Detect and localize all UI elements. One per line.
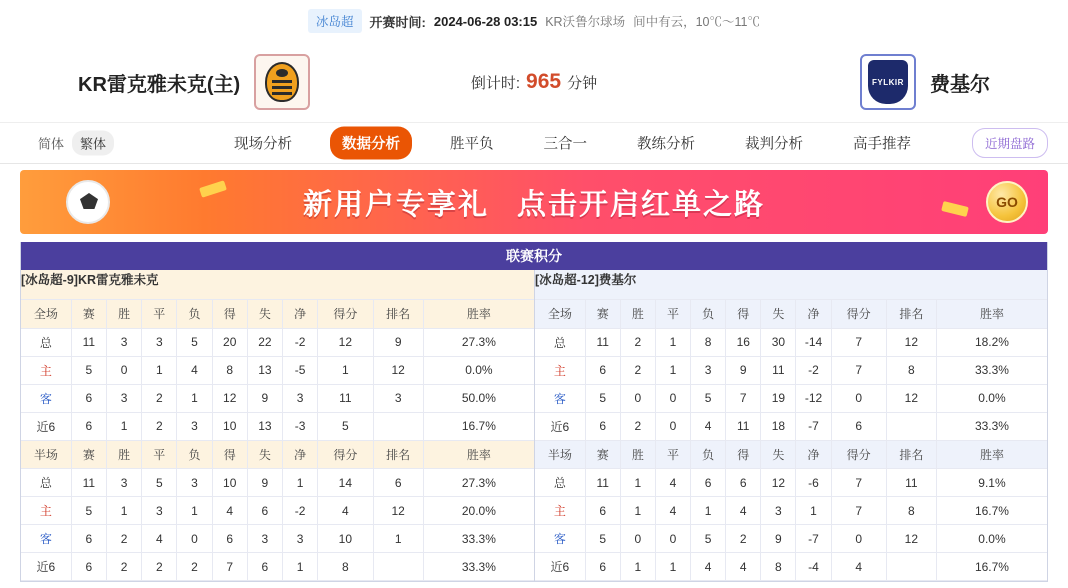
col-goals-for: 得: [212, 300, 247, 328]
promo-text-1: 新用户专享礼: [302, 188, 489, 221]
cell: 8: [691, 328, 726, 356]
col-scope: 半场: [535, 441, 585, 469]
cell: 1: [373, 525, 423, 553]
cell: 2: [142, 412, 177, 440]
col-goals-against: 失: [761, 441, 796, 469]
table-header-row: [21, 300, 534, 328]
col-scope: 全场: [535, 300, 585, 328]
soccer-ball-icon: [66, 180, 110, 224]
col-win: 胜: [620, 300, 655, 328]
cell: 14: [318, 469, 373, 497]
kickoff-label: 开赛时间:: [369, 14, 426, 30]
cell: 3: [106, 469, 141, 497]
table-row: [535, 469, 1047, 497]
cell: [886, 553, 936, 581]
col-winrate: 胜率: [936, 441, 1047, 469]
table-row: [21, 525, 534, 553]
cell: 1: [655, 553, 690, 581]
row-label: 总: [535, 328, 585, 356]
cell: 9: [761, 525, 796, 553]
cell: 0: [655, 525, 690, 553]
cell: 0: [620, 384, 655, 412]
cell: 6: [831, 412, 886, 440]
col-points: 得分: [318, 441, 373, 469]
row-label: 近6: [535, 553, 585, 581]
cell: 6: [247, 497, 282, 525]
cell: 6: [212, 525, 247, 553]
cell: 4: [177, 356, 212, 384]
cell: -6: [796, 469, 831, 497]
cell: 27.3%: [423, 328, 534, 356]
cell: 13: [247, 356, 282, 384]
away-team-name: 费基尔: [930, 73, 990, 96]
cell: 5: [691, 384, 726, 412]
cell: 6: [585, 553, 620, 581]
ribbon-left-decor-icon: [199, 180, 227, 198]
away-team-block[interactable]: [860, 42, 990, 122]
cell: 11: [585, 328, 620, 356]
col-goals-against: 失: [761, 300, 796, 328]
cell: 10: [318, 525, 373, 553]
table-header-row: [21, 441, 534, 469]
row-label: 近6: [21, 553, 71, 581]
countdown-label: 倒计时:: [470, 74, 521, 92]
cell: 6: [71, 525, 106, 553]
table-row: [535, 525, 1047, 553]
col-goal-diff: 净: [796, 300, 831, 328]
cell: -4: [796, 553, 831, 581]
cell: 11: [71, 328, 106, 356]
ribbon-right-decor-icon: [941, 201, 969, 217]
cell: 6: [691, 469, 726, 497]
cell: 27.3%: [423, 469, 534, 497]
cell: 12: [373, 497, 423, 525]
tab-win-draw-lose[interactable]: 胜平负: [450, 136, 494, 153]
cell: 33.3%: [936, 412, 1047, 440]
tab-referee-analysis[interactable]: 裁判分析: [745, 136, 803, 153]
table-row: [535, 412, 1047, 440]
cell: 6: [247, 553, 282, 581]
cell: 3: [373, 384, 423, 412]
cell: 1: [655, 356, 690, 384]
row-label: 近6: [535, 412, 585, 440]
col-lose: 负: [177, 300, 212, 328]
standings-title: 联赛积分: [21, 242, 1047, 270]
row-label: 主: [535, 356, 585, 384]
cell: 1: [796, 497, 831, 525]
table-row: [21, 328, 534, 356]
promo-banner-text: [303, 182, 765, 223]
col-points: 得分: [831, 300, 886, 328]
cell: 0: [106, 356, 141, 384]
cell: 6: [71, 412, 106, 440]
promo-banner[interactable]: [20, 170, 1048, 234]
lang-traditional[interactable]: 繁体: [72, 131, 114, 156]
col-goals-for: 得: [726, 300, 761, 328]
col-win: 胜: [106, 300, 141, 328]
cell: 3: [761, 497, 796, 525]
cell: 18: [761, 412, 796, 440]
cell: 3: [142, 328, 177, 356]
cell: 1: [620, 469, 655, 497]
countdown-unit: 分钟: [567, 74, 598, 92]
cell: -3: [283, 412, 318, 440]
cell: 16.7%: [936, 553, 1047, 581]
cell: 20.0%: [423, 497, 534, 525]
away-full-table: [535, 300, 1047, 441]
standings-split: [21, 270, 1047, 581]
countdown-value: 965: [526, 70, 562, 93]
cell: 0: [831, 525, 886, 553]
cell: 1: [691, 497, 726, 525]
cell: 1: [283, 553, 318, 581]
cell: 0: [177, 525, 212, 553]
cell: 5: [691, 525, 726, 553]
cell: 11: [71, 469, 106, 497]
cell: 18.2%: [936, 328, 1047, 356]
recent-odds-button[interactable]: 近期盘路: [972, 128, 1048, 158]
cell: 6: [373, 469, 423, 497]
cell: 12: [886, 384, 936, 412]
cell: 12: [886, 328, 936, 356]
cell: 20: [212, 328, 247, 356]
cell: 33.3%: [423, 553, 534, 581]
cell: 8: [886, 356, 936, 384]
cell: 0: [655, 412, 690, 440]
cell: 5: [71, 356, 106, 384]
tab-live-analysis[interactable]: 现场分析: [234, 136, 292, 153]
away-team-logo-icon: [860, 54, 916, 110]
cell: -12: [796, 384, 831, 412]
cell: 4: [142, 525, 177, 553]
cell: 6: [585, 356, 620, 384]
cell: 1: [318, 356, 373, 384]
language-switch[interactable]: [30, 131, 114, 156]
cell: 16.7%: [936, 497, 1047, 525]
col-lose: 负: [691, 441, 726, 469]
table-header-row: [535, 300, 1047, 328]
cell: 2: [106, 553, 141, 581]
cell: 8: [761, 553, 796, 581]
cell: 11: [585, 469, 620, 497]
row-label: 总: [21, 328, 71, 356]
col-goal-diff: 净: [796, 441, 831, 469]
cell: 6: [585, 497, 620, 525]
table-row: [21, 384, 534, 412]
cell: 1: [106, 497, 141, 525]
cell: 4: [212, 497, 247, 525]
teams-row: [0, 42, 1068, 122]
league-standings-block: [20, 242, 1048, 582]
col-rank: 排名: [886, 300, 936, 328]
cell: 4: [655, 497, 690, 525]
tab-coach-analysis[interactable]: 教练分析: [637, 136, 695, 153]
col-goals-against: 失: [247, 441, 282, 469]
cell: 3: [177, 469, 212, 497]
col-winrate: 胜率: [936, 300, 1047, 328]
venue-name: KR沃鲁尔球场: [545, 15, 626, 29]
cell: 7: [831, 328, 886, 356]
cell: 12: [761, 469, 796, 497]
cell: -5: [283, 356, 318, 384]
cell: -2: [283, 497, 318, 525]
cell: 10: [212, 469, 247, 497]
cell: 6: [71, 553, 106, 581]
row-label: 客: [21, 525, 71, 553]
row-label: 总: [535, 469, 585, 497]
row-label: 主: [535, 497, 585, 525]
cell: 10: [212, 412, 247, 440]
cell: 5: [142, 469, 177, 497]
lang-simplified[interactable]: 简体: [38, 136, 65, 152]
col-win: 胜: [106, 441, 141, 469]
cell: 3: [106, 384, 141, 412]
cell: 2: [620, 328, 655, 356]
cell: 2: [726, 525, 761, 553]
cell: 3: [142, 497, 177, 525]
cell: -2: [283, 328, 318, 356]
cell: 7: [726, 384, 761, 412]
col-lose: 负: [691, 300, 726, 328]
table-row: [21, 356, 534, 384]
away-standings-header: [冰岛超-12]费基尔: [535, 270, 1047, 300]
away-crest-shape: FYLKIR: [868, 60, 908, 104]
row-label: 近6: [21, 412, 71, 440]
cell: 3: [247, 525, 282, 553]
table-row: [21, 553, 534, 581]
row-label: 主: [21, 356, 71, 384]
cell: 0: [655, 384, 690, 412]
col-points: 得分: [831, 441, 886, 469]
cell: [373, 412, 423, 440]
cell: 50.0%: [423, 384, 534, 412]
cell: 6: [726, 469, 761, 497]
home-crest-shape: [265, 62, 299, 102]
cell: 1: [177, 497, 212, 525]
cell: 9: [726, 356, 761, 384]
cell: -2: [796, 356, 831, 384]
table-row: [21, 497, 534, 525]
cell: 2: [620, 356, 655, 384]
col-played: 赛: [585, 300, 620, 328]
cell: 7: [831, 469, 886, 497]
col-draw: 平: [142, 441, 177, 469]
cell: 9: [247, 469, 282, 497]
cell: 1: [177, 384, 212, 412]
col-rank: 排名: [373, 441, 423, 469]
cell: 6: [585, 412, 620, 440]
tab-expert-tips[interactable]: 高手推荐: [853, 136, 911, 153]
cell: 11: [726, 412, 761, 440]
col-draw: 平: [655, 300, 690, 328]
cell: 13: [247, 412, 282, 440]
col-draw: 平: [655, 441, 690, 469]
cell: 16.7%: [423, 412, 534, 440]
main-nav: [0, 122, 1068, 164]
col-goals-for: 得: [212, 441, 247, 469]
cell: 7: [212, 553, 247, 581]
cell: 5: [318, 412, 373, 440]
col-winrate: 胜率: [423, 300, 534, 328]
match-info-bar: [0, 0, 1068, 42]
cell: 5: [585, 384, 620, 412]
home-team-block[interactable]: [78, 42, 310, 122]
col-rank: 排名: [886, 441, 936, 469]
cell: 3: [106, 328, 141, 356]
cell: 33.3%: [936, 356, 1047, 384]
cell: 3: [283, 525, 318, 553]
cell: 3: [177, 412, 212, 440]
cell: 4: [691, 412, 726, 440]
cell: 3: [691, 356, 726, 384]
cell: 30: [761, 328, 796, 356]
col-goal-diff: 净: [283, 441, 318, 469]
table-row: [535, 497, 1047, 525]
cell: 0.0%: [936, 384, 1047, 412]
cell: 2: [106, 525, 141, 553]
weather-info: 间中有云，10℃～11℃: [633, 15, 760, 29]
cell: 2: [142, 384, 177, 412]
cell: 1: [283, 469, 318, 497]
col-goals-for: 得: [726, 441, 761, 469]
cell: 5: [71, 497, 106, 525]
promo-go-button[interactable]: GO: [986, 181, 1028, 223]
cell: 9: [247, 384, 282, 412]
table-row: [535, 553, 1047, 581]
kickoff-time: 2024-06-28 03:15: [433, 13, 538, 29]
cell: 8: [886, 497, 936, 525]
cell: 9.1%: [936, 469, 1047, 497]
table-row: [535, 356, 1047, 384]
cell: 8: [318, 553, 373, 581]
table-row: [535, 328, 1047, 356]
cell: 2: [177, 553, 212, 581]
col-winrate: 胜率: [423, 441, 534, 469]
cell: 2: [620, 412, 655, 440]
row-label: 客: [535, 525, 585, 553]
league-tag[interactable]: 冰岛超: [308, 9, 362, 33]
row-label: 总: [21, 469, 71, 497]
cell: 1: [655, 328, 690, 356]
home-team-logo-icon: [254, 54, 310, 110]
cell: 11: [886, 469, 936, 497]
cell: 1: [620, 497, 655, 525]
row-label: 客: [535, 384, 585, 412]
cell: 12: [318, 328, 373, 356]
cell: 4: [726, 553, 761, 581]
col-goal-diff: 净: [283, 300, 318, 328]
cell: 4: [655, 469, 690, 497]
cell: [886, 412, 936, 440]
cell: 11: [318, 384, 373, 412]
col-draw: 平: [142, 300, 177, 328]
cell: 11: [761, 356, 796, 384]
cell: 1: [142, 356, 177, 384]
table-row: [21, 469, 534, 497]
table-row: [21, 412, 534, 440]
cell: 7: [831, 497, 886, 525]
cell: 1: [620, 553, 655, 581]
cell: 22: [247, 328, 282, 356]
cell: 5: [585, 525, 620, 553]
cell: -7: [796, 525, 831, 553]
col-lose: 负: [177, 441, 212, 469]
cell: 7: [831, 356, 886, 384]
col-played: 赛: [71, 441, 106, 469]
cell: -14: [796, 328, 831, 356]
cell: 3: [283, 384, 318, 412]
col-goals-against: 失: [247, 300, 282, 328]
table-header-row: [535, 441, 1047, 469]
col-played: 赛: [585, 441, 620, 469]
home-standings-panel: [21, 270, 534, 581]
cell: 4: [318, 497, 373, 525]
table-row: [535, 384, 1047, 412]
promo-text-2: 点击开启红单之路: [517, 188, 766, 221]
row-label: 主: [21, 497, 71, 525]
row-label: 客: [21, 384, 71, 412]
nav-tab-list: [222, 127, 923, 160]
cell: 12: [373, 356, 423, 384]
cell: [373, 553, 423, 581]
col-scope: 全场: [21, 300, 71, 328]
col-scope: 半场: [21, 441, 71, 469]
cell: 16: [726, 328, 761, 356]
cell: 8: [212, 356, 247, 384]
cell: 5: [177, 328, 212, 356]
cell: 6: [71, 384, 106, 412]
cell: 4: [831, 553, 886, 581]
cell: 0: [831, 384, 886, 412]
cell: 4: [691, 553, 726, 581]
tab-three-in-one[interactable]: 三合一: [543, 136, 587, 153]
cell: 0: [620, 525, 655, 553]
cell: 19: [761, 384, 796, 412]
home-full-table: [21, 300, 534, 441]
home-half-table: [21, 441, 534, 582]
col-rank: 排名: [373, 300, 423, 328]
cell: 12: [212, 384, 247, 412]
cell: 0.0%: [936, 525, 1047, 553]
cell: -7: [796, 412, 831, 440]
cell: 12: [886, 525, 936, 553]
cell: 2: [142, 553, 177, 581]
cell: 9: [373, 328, 423, 356]
tab-data-analysis[interactable]: 数据分析: [330, 127, 412, 160]
cell: 1: [106, 412, 141, 440]
col-win: 胜: [620, 441, 655, 469]
home-team-name: KR雷克雅未克(主): [78, 73, 241, 96]
cell: 33.3%: [423, 525, 534, 553]
cell: 0.0%: [423, 356, 534, 384]
col-points: 得分: [318, 300, 373, 328]
away-half-table: [535, 441, 1047, 582]
col-played: 赛: [71, 300, 106, 328]
away-standings-panel: [534, 270, 1047, 581]
cell: 4: [726, 497, 761, 525]
home-standings-header: [冰岛超-9]KR雷克雅未克: [21, 270, 534, 300]
